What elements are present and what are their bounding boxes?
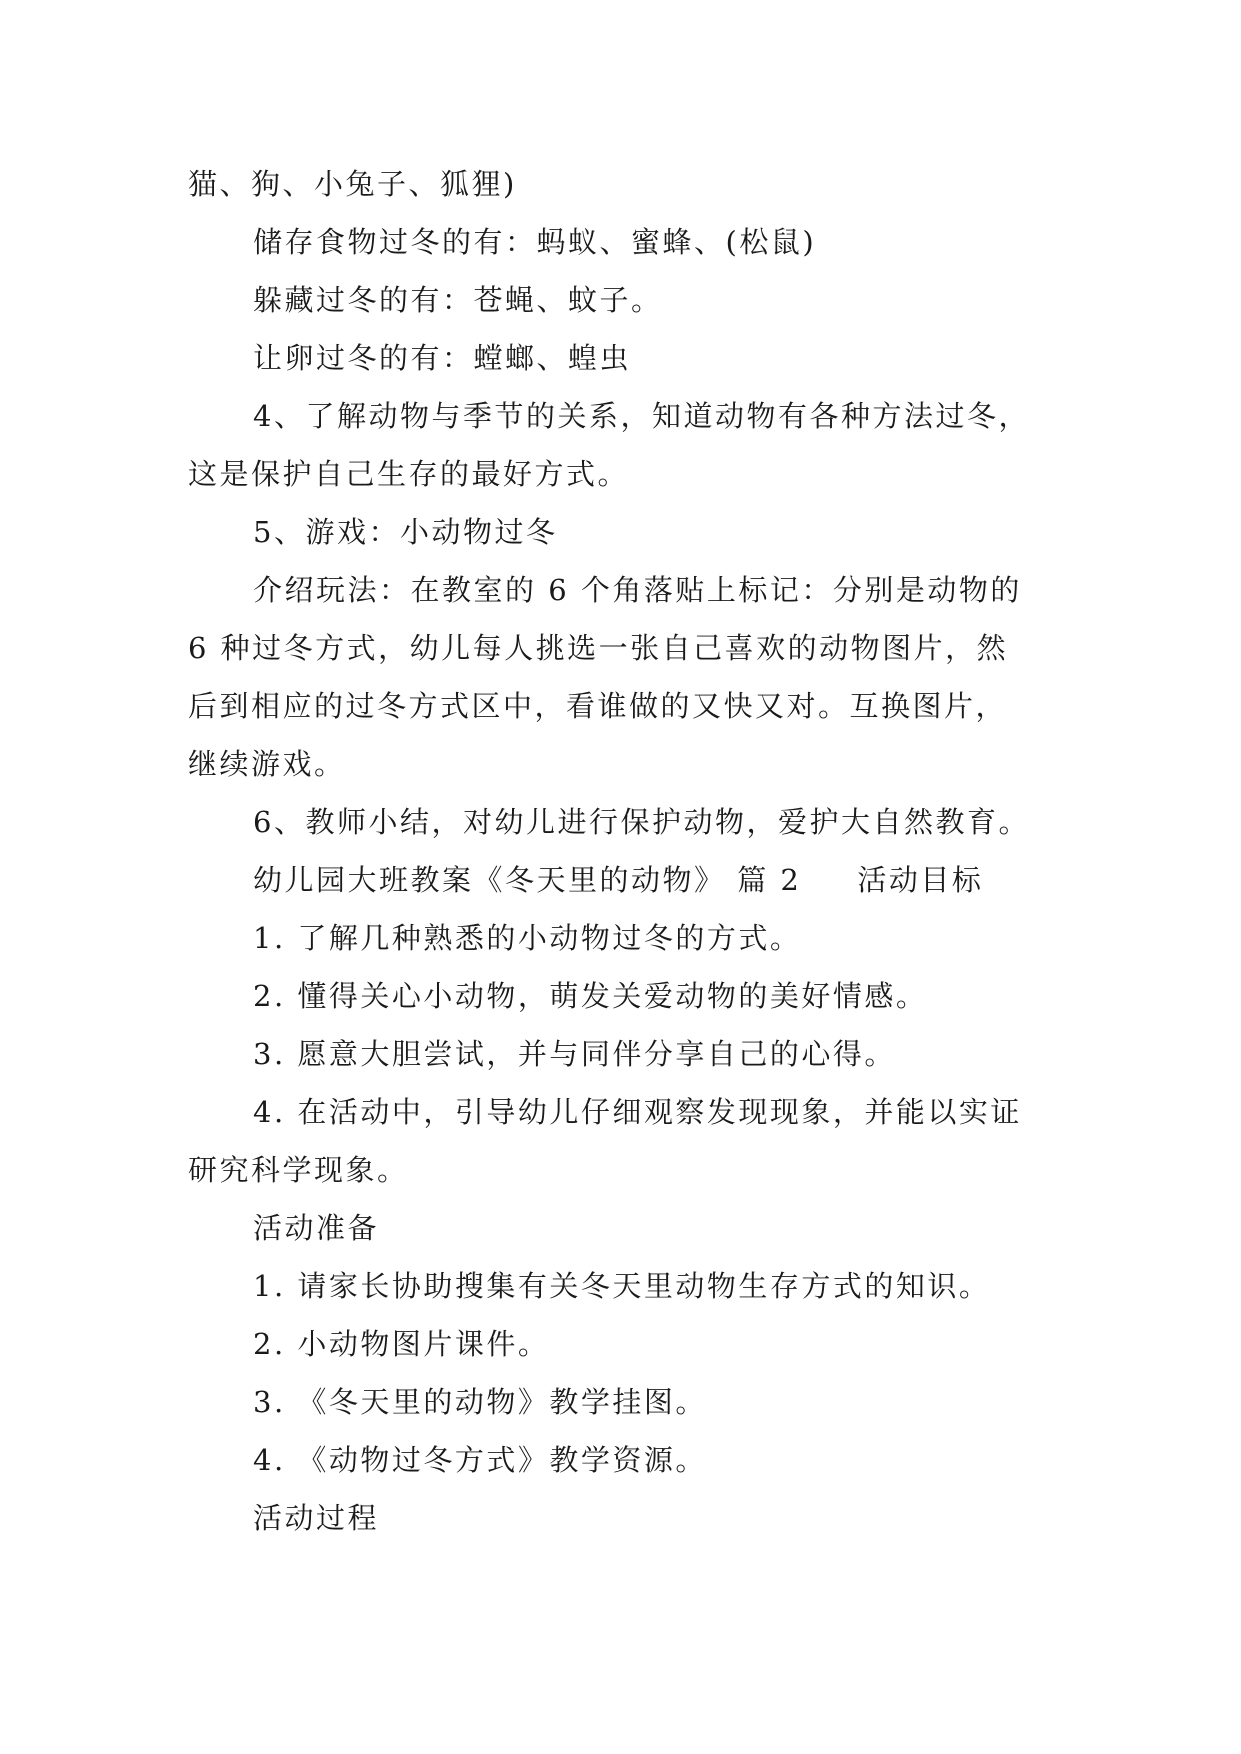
text-line: 3. 愿意大胆尝试，并与同伴分享自己的心得。 [253,1037,896,1071]
subsection-heading: 活动目标 [857,863,984,897]
text-line: 研究科学现象。 [188,1153,409,1187]
section-heading-line [253,860,983,900]
text-line: 4、了解动物与季节的关系，知道动物有各种方法过冬， [253,399,1030,433]
text-line: 介绍玩法：在教室的 6 个角落贴上标记：分别是动物的 [253,573,1022,607]
text-line: 继续游戏。 [188,747,346,781]
text-line: 6 种过冬方式，幼儿每人挑选一张自己喜欢的动物图片，然 [188,631,1009,665]
text-line: 躲藏过冬的有：苍蝇、蚊子。 [253,283,663,317]
text-line: 5、游戏：小动物过冬 [253,515,558,549]
text-line: 1. 了解几种熟悉的小动物过冬的方式。 [253,921,802,955]
text-line: 储存食物过冬的有：蚂蚁、蜜蜂、(松鼠) [253,225,817,259]
text-line: 1. 请家长协助搜集有关冬天里动物生存方式的知识。 [253,1269,991,1303]
text-line: 这是保护自己生存的最好方式。 [188,457,630,491]
text-line: 猫、狗、小兔子、狐狸) [188,167,517,201]
text-line: 4. 《动物过冬方式》教学资源。 [253,1443,707,1477]
text-line: 6、教师小结，对幼儿进行保护动物，爱护大自然教育。 [253,805,1030,839]
text-line: 后到相应的过冬方式区中，看谁做的又快又对。互换图片， [188,689,1008,723]
subsection-heading: 活动过程 [253,1501,380,1535]
text-line: 2. 小动物图片课件。 [253,1327,550,1361]
text-line: 2. 懂得关心小动物，萌发关爱动物的美好情感。 [253,979,928,1013]
text-line: 让卵过冬的有：螳螂、蝗虫 [253,341,632,375]
subsection-heading: 活动准备 [253,1211,380,1245]
section-heading: 幼儿园大班教案《冬天里的动物》 篇 2 [253,863,802,897]
text-line: 3. 《冬天里的动物》教学挂图。 [253,1385,707,1419]
text-line: 4. 在活动中，引导幼儿仔细观察发现现象，并能以实证 [253,1095,1022,1129]
